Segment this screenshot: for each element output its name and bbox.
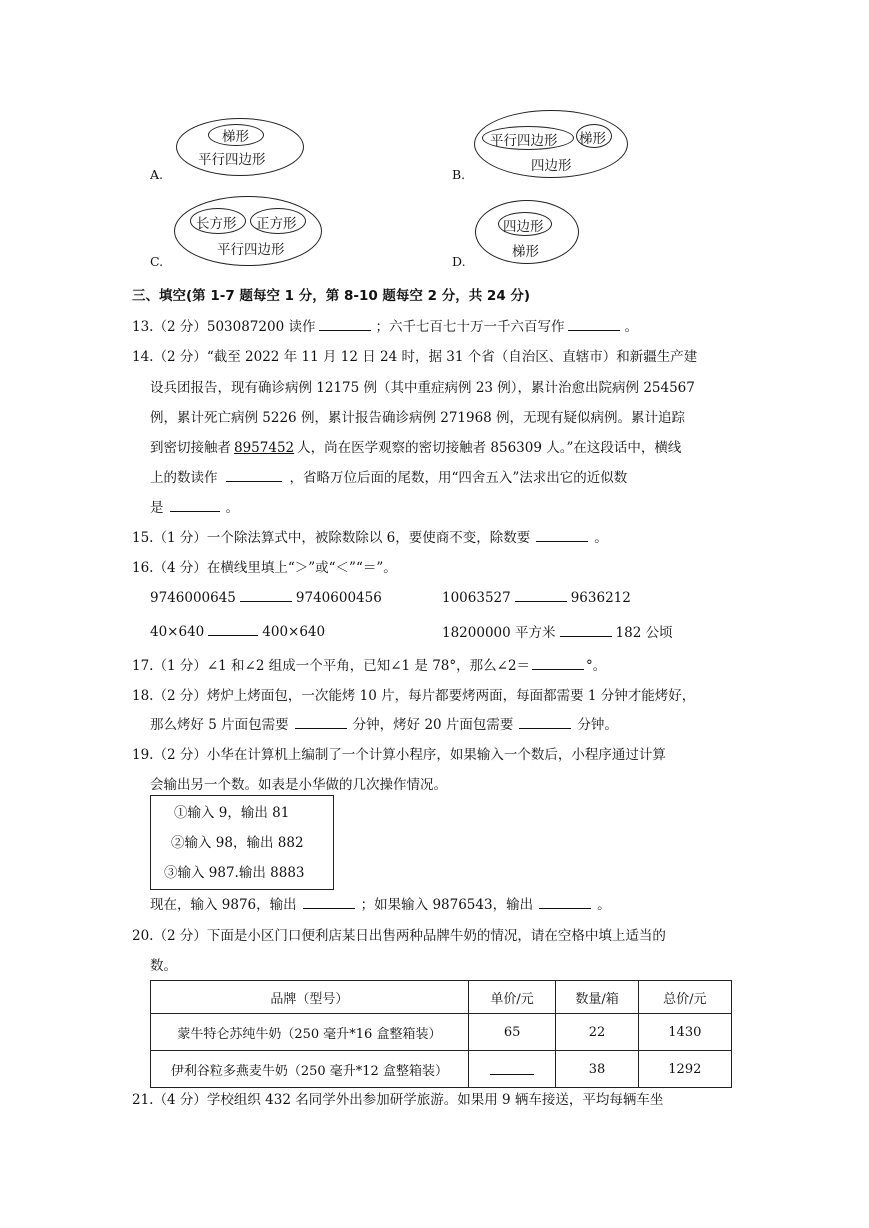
compare-4: 18200000 平方米 182 公顷: [442, 621, 673, 641]
table-row: [151, 1051, 732, 1088]
question-16-title: 16.（4 分）在横线里填上“＞”或“＜”“＝”。: [132, 560, 397, 576]
outer-label: 平行四边形: [217, 242, 285, 258]
question-14-line-3: 例，累计死亡病例 5226 例，累计报告确诊病例 271968 例，无现有疑似病例。累计追踪: [150, 410, 686, 426]
question-20-line-2: 数。: [150, 958, 177, 974]
operation-1: ①输入 9，输出 81: [174, 805, 290, 821]
table-row: [151, 1014, 732, 1051]
question-14-line-5: 上的数读作 ，省略万位后面的尾数，用“四舍五入”法求出它的近似数: [150, 466, 627, 486]
answer-blank[interactable]: [515, 587, 567, 602]
answer-blank[interactable]: [295, 714, 347, 729]
milk-sales-table: [150, 980, 732, 1088]
header-cell: 数量/箱: [556, 981, 638, 1014]
compare-3: 40×640 400×640: [150, 621, 325, 640]
compare-2: 10063527 9636212: [442, 587, 631, 606]
table-cell: 65: [468, 1014, 556, 1051]
operation-2: ②输入 98，输出 882: [171, 835, 304, 851]
inner-label-1: 长方形: [196, 216, 237, 232]
compare-1: 9746000645 9740600456: [150, 587, 382, 606]
table-cell: 伊利谷粒多燕麦牛奶（250 毫升*12 盒整箱装）: [151, 1051, 469, 1088]
inner-label-1: 平行四边形: [490, 133, 558, 149]
option-label: B.: [452, 167, 466, 182]
question-18-line-1: 18.（2 分）烤炉上烤面包，一次能烤 10 片，每片都要烤两面，每面都需要 1 分钟才能烤好，: [132, 688, 696, 704]
answer-blank[interactable]: [532, 655, 584, 670]
question-19-line-3: 现在，输入 9876，输出 ；如果输入 9876543，输出 。: [150, 893, 611, 913]
operation-3: ③输入 987.输出 8883: [164, 865, 305, 881]
question-15: 15.（1 分）一个除法算式中，被除数除以 6，要使商不变，除数要 。: [132, 526, 608, 546]
header-cell: 单价/元: [468, 981, 556, 1014]
header-cell: 品牌（型号）: [151, 981, 469, 1014]
question-14-line-6: 是 。: [150, 496, 239, 516]
answer-blank[interactable]: [560, 622, 612, 637]
inner-label: 梯形: [222, 129, 249, 145]
table-cell: 22: [556, 1014, 638, 1051]
outer-label: 四边形: [531, 158, 572, 174]
answer-blank[interactable]: [519, 714, 571, 729]
header-cell: 总价/元: [638, 981, 731, 1014]
inner-label-2: 梯形: [579, 131, 606, 147]
answer-blank[interactable]: [536, 527, 588, 542]
table-cell: 1430: [638, 1014, 731, 1051]
table-cell: 38: [556, 1051, 638, 1088]
question-13: 13.（2 分）503087200 读作 ；六千七百七十万一千六百写作 。: [132, 315, 638, 335]
answer-blank[interactable]: [208, 621, 258, 636]
answer-blank[interactable]: [226, 467, 282, 482]
question-20-line-1: 20.（2 分）下面是小区门口便利店某日出售两种品牌牛奶的情况，请在空格中填上适当的: [132, 928, 666, 944]
question-14-line-1: 14.（2 分）“截至 2022 年 11 月 12 日 24 时，据 31 个省（自治区、直辖市）和新疆生产建: [132, 349, 698, 365]
question-21-line-1: 21.（4 分）学校组织 432 名同学外出参加研学旅游。如果用 9 辆车接送，平均每辆车坐: [132, 1092, 664, 1108]
table-cell: 1292: [638, 1051, 731, 1088]
option-label: C.: [150, 254, 164, 269]
table-cell: [468, 1051, 556, 1088]
answer-blank[interactable]: [170, 497, 220, 512]
answer-blank[interactable]: [568, 316, 620, 331]
underlined-number: 8957452: [234, 440, 295, 456]
answer-blank[interactable]: [319, 316, 371, 331]
outer-label: 平行四边形: [198, 152, 266, 168]
question-14-line-2: 设兵团报告，现有确诊病例 12175 例（其中重症病例 23 例），累计治愈出院病例 254567: [150, 380, 695, 396]
inner-label-2: 正方形: [256, 216, 297, 232]
table-cell: 蒙牛特仑苏纯牛奶（250 毫升*16 盒整箱装）: [151, 1014, 469, 1051]
option-label: D.: [452, 254, 466, 269]
table-header-row: [151, 981, 732, 1014]
section-heading: 三、填空(第 1-7 题每空 1 分，第 8-10 题每空 2 分，共 24 分): [132, 288, 531, 304]
question-18-line-2: 那么烤好 5 片面包需要 分钟，烤好 20 片面包需要 分钟。: [150, 713, 618, 733]
answer-blank[interactable]: [303, 894, 355, 909]
question-17: 17.（1 分）∠1 和∠2 组成一个平角，已知∠1 是 78°，那么∠2＝ °。: [132, 654, 606, 674]
outer-label: 梯形: [512, 244, 539, 260]
question-19-line-2: 会输出另一个数。如表是小华做的几次操作情况。: [150, 777, 447, 793]
option-label: A.: [150, 167, 164, 182]
answer-blank[interactable]: [539, 894, 591, 909]
inner-label: 四边形: [503, 219, 544, 235]
question-14-line-4: 到密切接触者 8957452 人，尚在医学观察的密切接触者 856309 人。”在这段话中，横线: [150, 440, 682, 456]
answer-blank[interactable]: [240, 587, 292, 602]
answer-blank[interactable]: [490, 1060, 534, 1075]
question-19-line-1: 19.（2 分）小华在计算机上编制了一个计算小程序，如果输入一个数后，小程序通过计算: [132, 747, 666, 763]
